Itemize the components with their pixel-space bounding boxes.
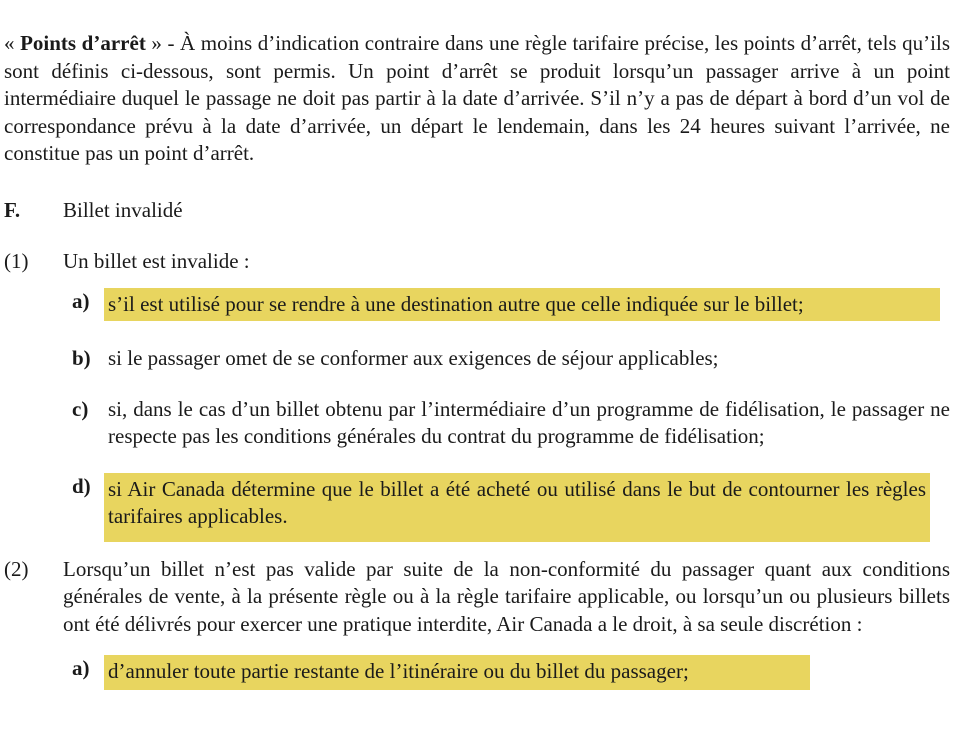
intro-body: » - À moins d’indication contraire dans une règle tarifaire précise, les points d’arrêt, tels qu’ils sont définis ci-dessous, sont permis. Un point d’arrêt se produit lorsqu’un passager arrive à un point intermédiaire duquel le passage ne doit pas partir à la date d’arrivée. S’il n’y a pas de départ à bord d’un vol de correspondance prévu à la date d’arrivée, un départ le lendemain, dans les 24 heures suivant l’arrivée, ne constitue pas un point d’arrêt. — [4, 31, 951, 165]
subclause-1a-label: a) — [72, 288, 90, 313]
subclause-1b-label: b) — [72, 346, 91, 370]
clause-1-text: Un billet est invalide : — [63, 249, 250, 273]
clause-2-text: Lorsqu’un billet n’est pas valide par suite de la non-conformité du passager quant aux conditions générales de vente, à la présente règle ou à la règle tarifaire applicable, ou lorsqu’un ou plusieurs billets ont été délivrés pour exercer une pratique interdite, Air Canada a le droit, à sa seule discrétion : — [63, 556, 950, 636]
section-f — [4, 197, 950, 225]
subclause-1b-text: si le passager omet de se conformer aux exigences de séjour applicables; — [108, 346, 719, 370]
subclause-1c-label: c) — [72, 396, 89, 421]
subclause-1c-text: si, dans le cas d’un billet obtenu par l’intermédiaire d’un programme de fidélisation, le passager ne respecte pas les conditions générales du contrat du programme de fidélisation; — [108, 396, 950, 448]
subclause-1d — [4, 473, 950, 542]
subclause-1b — [4, 345, 950, 373]
subclause-1d-label: d) — [72, 473, 91, 498]
clause-2-label: (2) — [4, 556, 29, 581]
subclause-1c — [4, 396, 950, 451]
subclause-1a — [4, 288, 950, 322]
subclause-2a-label: a) — [72, 656, 90, 680]
clause-1-label: (1) — [4, 249, 29, 273]
section-f-label: F. — [4, 197, 21, 222]
subclause-2a-highlighted-text: d’annuler toute partie restante de l’itinéraire ou du billet du passager; — [104, 655, 810, 690]
clause-1 — [4, 248, 950, 276]
subclause-1a-highlighted-text: s’il est utilisé pour se rendre à une destination autre que celle indiquée sur le billet; — [104, 288, 940, 322]
subclause-2a — [4, 655, 950, 690]
section-f-title: Billet invalidé — [63, 197, 183, 222]
intro-paragraph — [4, 30, 950, 168]
clause-2 — [4, 556, 950, 639]
opening-guillemet: « — [4, 31, 21, 55]
defined-term: Points d’arrêt — [20, 31, 146, 55]
subclause-1d-highlighted-text: si Air Canada détermine que le billet a été acheté ou utilisé dans le but de contourner les règles tarifaires applicables. — [104, 473, 930, 542]
